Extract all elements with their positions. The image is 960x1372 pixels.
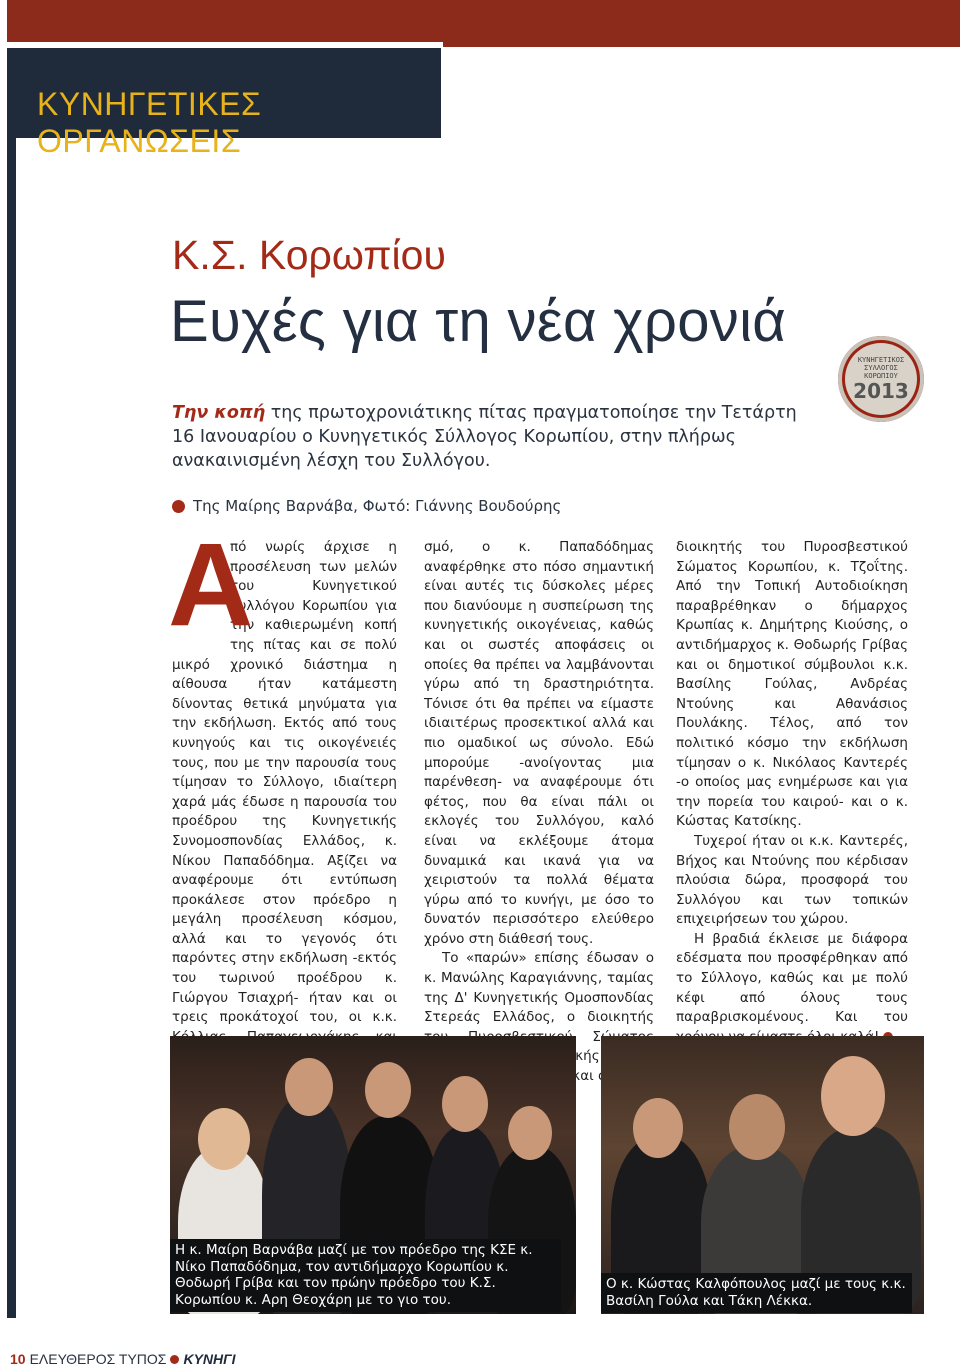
paragraph-text: Η βραδιά έκλεισε με διάφορα εδέσματα που προσφέρθηκαν από το Σύλλογο, καθώς και με πολύ κέφι από όλους τους παραβρισκομένους. Και του — [676, 930, 908, 1026]
page-footer — [10, 1351, 236, 1367]
photo-figure — [442, 1076, 488, 1132]
paragraph — [676, 930, 908, 1048]
photo-caption-1: Η κ. Μαίρη Βαρνάβα μαζί με τον πρόεδρο της ΚΣΕ κ. Νίκο Παπαδόδημα, τον αντιδήμαρχο Κορωπίου κ. Θοδωρή Γρίβα και τον πρώην πρόεδρο του Κ.Σ. Κορωπίου κ. Αρη Θεοχάρη με το γιο του. — [170, 1239, 561, 1312]
lead-emphasis: Την κοπή — [172, 403, 266, 423]
drop-cap-letter: Α — [168, 519, 254, 651]
badge-plate — [845, 343, 917, 415]
paragraph: Το «παρών» επίσης έδωσαν ο κ. Μανώλης Καραγιάννης, ταμίας της Δ' Κυνηγετικής Ομοσπονδίας Στερεάς Ελλάδος, ο διοικητής και — [424, 950, 654, 1085]
club-badge-image — [838, 336, 924, 422]
article-column-1 — [168, 519, 397, 1106]
page-number: 10 — [10, 1351, 26, 1367]
photo-caption-2: Ο κ. Κώστας Καλφόπουλος μαζί με τους κ.κ. Βασίλη Γούλα και Τάκη Λέκκα. — [601, 1273, 912, 1313]
badge-year: 2013 — [853, 379, 909, 403]
photo-figure — [508, 1106, 552, 1160]
article-column-3 — [676, 538, 908, 1047]
byline — [172, 497, 561, 515]
top-color-strip — [443, 42, 960, 47]
badge-text: ΚΟΡΩΠΙΟΥ — [864, 372, 898, 380]
photo-figure — [633, 1098, 683, 1158]
brand-dot-icon — [170, 1355, 179, 1364]
photo-figure — [285, 1058, 333, 1116]
section-header — [7, 48, 441, 159]
paragraph: πό νωρίς άρχισε η προσέλευση των μελών του Κυνηγετικού Συλλόγου Κορωπίου για την καθιερωμένη κοπή της πίτας και σε πολύ μικρό χρονικό διάστημα η αίθουσα ήταν κατάμεστη δίνοντας θετικά μηνύματα για την εκδήλωση. Εκτός από τους κυνηγούς και τις οικογένειές τους, που με την παρουσία τους τίμησαν το Σύλλογο, ιδιαίτερη χαρά μάς έδωσε η παρουσία του προέδρου της Κυνηγετικής Συνομοσπονδίας Ελλάδος, κ. Νίκου Παπαδόδημα. Αξίζει να αναφέρουμε ότι εντύπωση προκάλεσε στον πρόεδρο η μεγάλη προσέλευση κόσμου, αλλά και το γεγονός ότι παρόντες στην εκδήλωση -εκτός του τωρινού προέδρου κ. Γιώργου Τσιαχρή- ήταν και οι τρεις προκάτοχοί του, οι κ.κ. — [172, 539, 397, 1026]
photo-figure — [729, 1094, 785, 1160]
drop-cap — [168, 519, 254, 651]
section-title: ΚΥΝΗΓΕΤΙΚΕΣ ΟΡΓΑΝΩΣΕΙΣ — [37, 86, 262, 159]
byline-text: Της Μαίρης Βαρνάβα, Φωτό: Γιάννης Βουδούρης — [193, 497, 562, 515]
badge-text: ΣΥΛΛΟΓΟΣ — [864, 364, 898, 372]
paragraph: Τυχεροί ήταν οι κ.κ. Καντερές, Βήχος και Ντούνης που κέρδισαν πλούσια δώρα, προσφορά του Συλλόγου και των τοπικών επιχειρήσεων του χώρου. — [676, 832, 908, 928]
left-rule — [7, 138, 16, 1318]
article-kicker: Κ.Σ. Κορωπίου — [172, 232, 446, 278]
lead-text: της πρωτοχρονιάτικης πίτας πραγματοποίησε την Τετάρτη 16 Ιανουαρίου ο Κυνηγετικός Σύλλογος Κορωπίου, στην πλήρως ανακαινισμένη λέσχη του Συλλόγου. — [172, 403, 797, 471]
article-headline: Ευχές για τη νέα χρονιά — [170, 289, 787, 354]
paragraph: διοικητής του Πυροσβεστικού Σώματος Κορωπίου, κ. Τζοΐτης. Από την Τοπική Αυτοδιοίκηση παραβρέθηκαν ο δήμαρχος Κρωπίας κ. Δημήτρης Κιούσης, ο αντιδήμαρχος κ. Θοδωρής Γρίβας και οι δημοτικοί σύμβουλοι κ.κ. Βασίλης Γούλας, Ανδρέας Ντούνης και Αθανάσιος Πουλάκης. Τέλος, από τον πολιτικό κόσμο την εκδήλωση τίμησαν ο κ. Νικόλαος Καντερές -ο οποίος μας ενημέρωσε και για την πορεία του καιρού- και ο κ. Κώστας Κατσίκης. — [676, 539, 908, 830]
photo-figure — [821, 1056, 885, 1136]
photo-figure — [198, 1108, 250, 1170]
magazine-brand: ΚΥΝΗΓΙ — [183, 1351, 236, 1367]
top-color-bar — [7, 0, 960, 42]
article-column-2 — [424, 538, 654, 1087]
badge-text: ΚΥΝΗΓΕΤΙΚΟΣ — [857, 356, 905, 364]
blood-splat-icon — [172, 500, 185, 513]
paragraph: σμό, ο κ. Παπαδόδημας αναφέρθηκε στο πόσο σημαντική είναι αυτές τις δύσκολες μέρες που διανύουμε η συσπείρωση της κυνηγετικής οικογένειας, καθώς και οι σωστές αποφάσεις οι οποίες θα πρέπει να λαμβάνονται γύρω από τη δραστηριότητα. Τόνισε ότι θα πρέπει να είμαστε ιδιαιτέρως προσεκτικοί αλλά και πιο ομαδικοί ως σύνολο. Εδώ μπορούμε -ανοίγοντας μια παρένθεση- να αναφέρουμε ότι φέτος, που θα είναι πάλι οι εκλογές του Συλλόγου, καλό είναι να εκλέξουμε άτομα δυναμικά και ικανά για να χειριστούν τα πολλά θέματα γύρω από το κυνήγι, με όσο το δυνατόν περισσότερο ελεύθερο χρόνο στη διάθεσή τους. — [424, 539, 654, 947]
article-lead — [172, 401, 812, 473]
magazine-name: ΕΛΕΥΘΕΡΟΣ ΤΥΠΟΣ — [29, 1351, 167, 1367]
photo-figure — [365, 1062, 411, 1118]
